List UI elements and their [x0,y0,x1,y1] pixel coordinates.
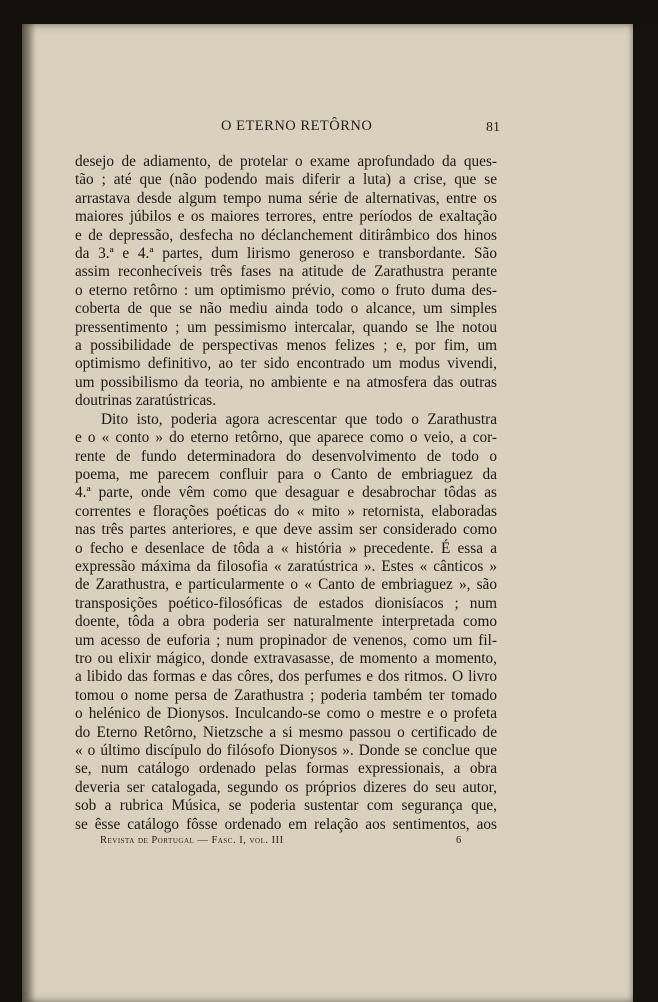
text-line: doente, tôda a obra poderia ser naturalmente interpretada como [75,613,497,631]
scanner-edge-strip [634,26,658,1002]
text-line: arrastava desde algum tempo numa série de alternativas, entre os [75,189,497,207]
text-line: optimismo definitivo, ao ter sido encontrado um modus vivendi, [75,355,497,373]
text-line: maiores júbilos e os maiores terrores, entre períodos de exaltação [75,208,497,226]
text-line: « o último discípulo do filósofo Dionysos ». Donde se conclue que [75,742,497,759]
text-line: coberta de que se não mediu ainda todo o alcance, um simples [75,300,497,318]
text-line: doutrinas zaratústricas. [75,392,217,410]
text-line: nas três partes anteriores, e que deve assim ser considerado como [75,521,497,539]
text-line: o fecho e desenlace de tôda a « história » precedente. É essa a [75,539,497,557]
text-line: o eterno retôrno : um optimismo prévio, como o fruto duma des- [75,281,497,299]
text-line: tro ou elixir mágico, donde extravasasse, de momento a momento, [75,649,497,667]
journal-footer: Revista de Portugal — Fasc. I, vol. III [100,835,284,846]
text-line: assim reconhecíveis três fases na atitude de Zarathustra perante [75,263,497,281]
text-line: Dito isto, poderia agora acrescentar que todo o Zarathustra [101,410,497,428]
signature-mark: 6 [456,835,462,846]
text-line: 4.ª parte, onde vêm como que desaguar e desabrochar tôdas as [75,484,497,502]
text-line: se êsse catálogo fôsse ordenado em relação aos sentimentos, aos [75,815,497,833]
text-line: a possibilidade de perspectivas menos felizes ; e, por fim, um [75,337,497,355]
text-line: transposições poético-filosóficas de estados dionisíacos ; num [75,594,497,612]
paragraph-1 [75,153,497,411]
text-line: a libido das formas e das côres, dos perfumes e dos ritmos. O livro [75,668,497,686]
page-number: 81 [486,120,500,135]
text-line: da 3.ª e 4.ª partes, dum lirismo generoso e transbordante. São [75,245,497,263]
text-line: poema, me parecem confluir para o Canto de embriaguez da [75,465,497,483]
text-line: do Eterno Retôrno, Nietzsche a si mesmo passou o certificado de [75,723,497,741]
text-line: um possibilismo da teoria, no ambiente e na atmosfera das outras [75,373,497,391]
text-line: rente de fundo determinadora do desenvolvimento de todo o [75,447,497,465]
text-line: correntes e florações poéticas do « mito » retornista, elaboradas [75,502,497,520]
running-title: O ETERNO RETÔRNO [221,118,373,134]
text-line: e de depressão, desfecha no déclanchement ditirâmbico dos hinos [75,226,497,244]
text-line: tomou o nome persa de Zarathustra ; poderia também ter tomado [75,686,497,704]
text-line: um acesso de euforia ; num propinador de venenos, como um fil- [75,631,497,649]
text-line: sob a rubrica Música, se poderia sustentar com segurança que, [75,797,497,815]
text-line: de Zarathustra, e particularmente o « Canto de embriaguez », são [75,576,497,594]
text-line: deveria ser catalogada, segundo os próprios dizeres do seu autor, [75,778,497,796]
paragraph-2 [75,411,497,834]
body-text [75,153,497,834]
gutter-shadow [22,24,36,1002]
text-line: se, num catálogo ordenado pelas formas expressionais, a obra [75,760,497,778]
text-line: expressão máxima da filosofia « zaratústrica ». Estes « cânticos » [75,557,497,575]
text-line: pressentimento ; um pessimismo intercalar, quando se lhe notou [75,318,497,336]
text-line: o helénico de Dionysos. Inculcando-se como o mestre e o profeta [75,705,497,723]
text-line: tão ; até que (não podendo mais diferir a luta) a crise, que se [75,171,497,189]
text-line: e o « conto » do eterno retôrno, que aparece como o veio, a cor- [75,429,497,447]
text-line: desejo de adiamento, de protelar o exame aprofundado da ques- [75,153,497,170]
